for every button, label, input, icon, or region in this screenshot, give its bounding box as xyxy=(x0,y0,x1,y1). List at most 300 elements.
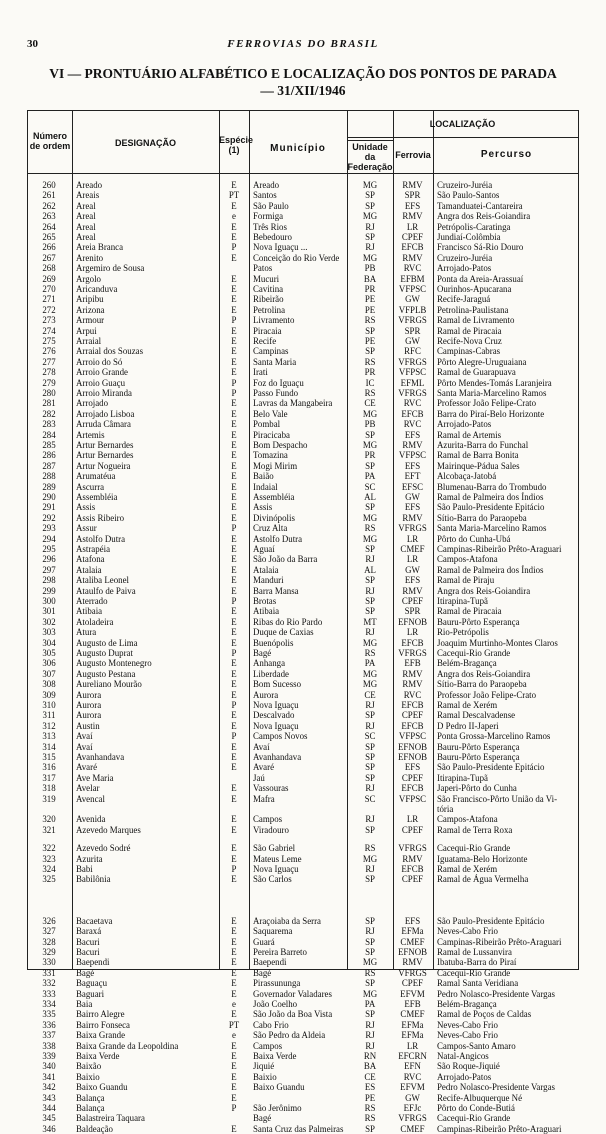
row-ferrovia: RVC xyxy=(403,398,422,409)
row-unidade: SP xyxy=(365,978,375,989)
row-municipio: Campos xyxy=(253,814,283,825)
row-number: 261 xyxy=(42,190,56,201)
row-especie: E xyxy=(231,221,237,232)
row-percurso: Ramal de Palmeira dos Índios xyxy=(437,492,544,502)
row-number: 345 xyxy=(42,1113,56,1124)
row-especie: e xyxy=(232,211,236,222)
row-unidade: SP xyxy=(365,596,375,606)
row-designacao: Baguari xyxy=(76,988,105,999)
row-municipio: Cavitina xyxy=(253,284,284,294)
row-designacao: Baixio xyxy=(76,1071,100,1082)
row-municipio: Indaial xyxy=(253,481,278,492)
table-row xyxy=(28,700,578,710)
row-percurso: Recife-Nova Cruz xyxy=(437,336,502,346)
table-row xyxy=(28,1051,578,1061)
table-row xyxy=(28,1020,578,1030)
header-designacao: DESIGNAÇÃO xyxy=(114,138,176,148)
row-unidade: CE xyxy=(364,1071,376,1082)
row-unidade: PE xyxy=(364,336,376,346)
row-ferrovia: VFRGS xyxy=(398,1113,427,1124)
row-designacao: Avencal xyxy=(76,793,105,804)
row-designacao: Atoladeira xyxy=(76,616,114,627)
row-percurso: Sítio-Barra do Paraopeba xyxy=(437,679,527,690)
row-municipio: Pirassununga xyxy=(253,978,301,989)
table-row xyxy=(28,947,578,957)
row-unidade: RJ xyxy=(365,1030,375,1041)
row-unidade: SC xyxy=(364,731,376,742)
table-row xyxy=(28,565,578,575)
row-ferrovia: EFCB xyxy=(401,700,424,710)
row-percurso: Joaquim Murtinho-Montes Claros xyxy=(437,637,558,648)
row-percurso: Neves-Cabo Frio xyxy=(437,926,498,937)
row-municipio: Avaí xyxy=(253,741,270,752)
row-especie: E xyxy=(231,1071,237,1082)
row-especie: E xyxy=(231,978,237,989)
row-municipio: Atalaia xyxy=(253,564,279,575)
row-designacao: Arroio Guaçu xyxy=(76,377,126,388)
row-number: 273 xyxy=(42,315,56,326)
row-especie: E xyxy=(231,273,237,284)
row-especie: E xyxy=(231,367,237,378)
table-row xyxy=(28,864,578,874)
row-municipio: Astolfo Dutra xyxy=(253,533,303,544)
row-municipio: Viradouro xyxy=(253,824,289,835)
row-unidade: SP xyxy=(365,741,375,752)
row-number: 338 xyxy=(42,1040,56,1051)
row-percurso: Ramal de Guarapuava xyxy=(437,367,516,378)
row-designacao: Arroio Grande xyxy=(76,367,128,378)
table-row xyxy=(28,544,578,554)
row-especie: P xyxy=(231,377,237,388)
row-designacao: Ascurra xyxy=(76,481,105,492)
row-ferrovia: EFCB xyxy=(401,242,424,253)
row-number: 344 xyxy=(42,1103,56,1113)
row-percurso: Jundiaí-Colômbia xyxy=(437,232,501,242)
row-especie: PT xyxy=(228,190,240,201)
table-row xyxy=(28,440,578,450)
row-percurso: Bauru-Pôrto Esperança xyxy=(437,752,520,762)
row-designacao: Arizona xyxy=(76,304,105,315)
row-municipio: Lavras da Mangabeira xyxy=(253,398,333,409)
row-municipio: Divinópolis xyxy=(253,512,295,523)
row-number: 332 xyxy=(42,978,56,989)
row-designacao: Augusto Duprat xyxy=(76,648,133,658)
table-row xyxy=(28,1072,578,1082)
row-number: 289 xyxy=(42,481,56,492)
header-ferrovia: Ferrovia xyxy=(395,150,431,160)
row-designacao: Baia xyxy=(76,999,93,1009)
row-municipio: Guará xyxy=(253,936,275,947)
row-percurso: São Paulo-Presidente Epitácio xyxy=(437,762,545,773)
row-municipio: Jiquié xyxy=(253,1061,275,1072)
row-percurso: Ramal de Xerém xyxy=(437,700,498,710)
row-especie: E xyxy=(231,232,237,242)
row-number: 271 xyxy=(42,294,56,305)
table-row xyxy=(28,430,578,440)
row-designacao: Assis Ribeiro xyxy=(76,512,125,523)
table-row xyxy=(28,274,578,284)
row-designacao: Atafona xyxy=(76,554,105,565)
row-percurso: Ramal de Lussanvira xyxy=(437,947,512,957)
row-unidade: SP xyxy=(365,1123,375,1134)
header-localizacao: LOCALIZAÇÃO xyxy=(429,119,496,129)
row-percurso: Ramal de Livramento xyxy=(437,315,515,326)
row-unidade: MG xyxy=(362,679,378,690)
table-row xyxy=(28,367,578,377)
row-unidade: SC xyxy=(364,481,376,492)
row-number: 319 xyxy=(42,793,56,804)
row-number: 279 xyxy=(42,377,56,388)
row-ferrovia: EFS xyxy=(404,762,421,773)
row-percurso: Azurita-Barra do Funchal xyxy=(437,440,529,450)
row-percurso: Campinas-Ribeirão Prêto-Araguari xyxy=(437,544,562,554)
row-number: 301 xyxy=(42,606,56,617)
table-row xyxy=(28,742,578,752)
row-ferrovia: VFRGS xyxy=(398,356,427,367)
row-percurso: Pedro Nolasco-Presidente Vargas xyxy=(437,988,555,999)
row-municipio: Formiga xyxy=(253,211,284,222)
row-unidade: SP xyxy=(365,325,375,336)
row-especie: E xyxy=(231,752,237,762)
row-especie: E xyxy=(231,616,237,627)
row-ferrovia: EFBM xyxy=(400,273,425,284)
row-especie: P xyxy=(231,523,237,534)
row-unidade: RJ xyxy=(365,783,375,794)
row-percurso: Campos-Atafona xyxy=(437,814,498,825)
row-unidade: RS xyxy=(364,1113,376,1124)
row-unidade: CE xyxy=(364,689,376,700)
row-number: 316 xyxy=(42,762,56,773)
row-municipio: Buenópolis xyxy=(253,637,294,648)
row-especie: E xyxy=(231,1092,237,1103)
header-municipio: Município xyxy=(270,143,326,154)
row-ferrovia: EFMa xyxy=(401,1030,424,1041)
row-number: 278 xyxy=(42,367,56,378)
table-row xyxy=(28,814,578,824)
row-especie: E xyxy=(231,915,237,926)
row-unidade: MG xyxy=(362,512,378,523)
table-row xyxy=(28,679,578,689)
row-number: 274 xyxy=(42,325,56,336)
row-unidade: BA xyxy=(363,1061,377,1072)
table-row xyxy=(28,263,578,273)
row-municipio: Liberdade xyxy=(253,668,289,679)
table-row xyxy=(28,502,578,512)
row-municipio: Bagé xyxy=(253,1113,272,1124)
running-title: FERROVIAS DO BRASIL xyxy=(227,38,379,50)
row-percurso: Petrolina-Paulistana xyxy=(437,304,509,315)
row-designacao: Aureliano Mourão xyxy=(76,679,142,690)
table-row xyxy=(28,1082,578,1092)
row-municipio: Irati xyxy=(253,367,268,378)
row-number: 295 xyxy=(42,544,56,554)
row-designacao: Arrojado xyxy=(76,398,109,409)
row-especie: E xyxy=(231,627,237,638)
row-ferrovia: EFCB xyxy=(401,864,424,874)
row-unidade: SP xyxy=(365,772,375,783)
row-designacao: Babilônia xyxy=(76,874,111,885)
row-municipio: Bebedouro xyxy=(253,232,292,242)
row-municipio: Nova Iguaçu xyxy=(253,864,299,874)
row-percurso: Ramal de Barra Bonita xyxy=(437,450,519,461)
row-designacao: Artur Nogueira xyxy=(76,460,131,471)
row-especie: E xyxy=(231,502,237,513)
row-ferrovia: RMV xyxy=(402,957,423,968)
table-row xyxy=(28,937,578,947)
row-number: 340 xyxy=(42,1061,56,1072)
row-ferrovia: RVC xyxy=(403,1071,422,1082)
row-especie: E xyxy=(231,988,237,999)
row-number: 280 xyxy=(42,388,56,398)
row-ferrovia: EFB xyxy=(404,658,421,669)
row-designacao: Areal xyxy=(76,232,96,242)
table-row xyxy=(28,710,578,720)
table-body xyxy=(28,173,578,1134)
row-unidade: SP xyxy=(365,429,375,440)
row-percurso: Japeri-Pôrto do Cunha xyxy=(437,783,517,794)
row-municipio: Avanhandava xyxy=(253,752,302,762)
table-row xyxy=(28,253,578,263)
row-ferrovia: GW xyxy=(405,564,420,575)
row-ferrovia: VFPLB xyxy=(398,304,427,315)
row-municipio: Araçoiaba da Serra xyxy=(253,915,322,926)
row-unidade: RJ xyxy=(365,864,375,874)
table-row xyxy=(28,357,578,367)
row-percurso: Pôrto Alegre-Uruguaiana xyxy=(437,356,527,367)
row-designacao: Augusto Pestana xyxy=(76,668,136,679)
row-ferrovia: LR xyxy=(406,554,419,565)
row-unidade: MG xyxy=(362,533,378,544)
row-unidade: RJ xyxy=(365,814,375,825)
row-especie: E xyxy=(231,481,237,492)
table-row xyxy=(28,492,578,502)
row-municipio: São João da Boa Vista xyxy=(253,1009,333,1020)
row-municipio: Bagé xyxy=(253,967,272,978)
row-percurso: Campos-Santo Amaro xyxy=(437,1040,516,1051)
row-designacao: Aurora xyxy=(76,710,102,721)
section-title-line1: VI — PRONTUÁRIO ALFABÉTICO E LOCALIZAÇÃO DOS PONTOS DE PARADA xyxy=(49,66,557,81)
row-percurso: Ramal de Artemis xyxy=(437,429,502,440)
row-especie: E xyxy=(231,440,237,450)
row-ferrovia: CPEF xyxy=(401,772,424,783)
table-row xyxy=(28,731,578,741)
row-percurso: Petrópolis-Caratinga xyxy=(437,221,511,232)
row-municipio: Pereira Barreto xyxy=(253,947,307,957)
row-number: 330 xyxy=(42,957,56,968)
row-designacao: Baependi xyxy=(76,957,110,968)
table-row xyxy=(28,669,578,679)
row-unidade: SP xyxy=(365,710,375,721)
row-designacao: Aurora xyxy=(76,700,102,710)
table-row xyxy=(28,762,578,772)
row-especie: E xyxy=(231,689,237,700)
row-unidade: MG xyxy=(362,957,378,968)
row-especie: P xyxy=(231,731,237,742)
row-designacao: Arruda Câmara xyxy=(76,419,131,430)
header-unidade: Unidade da Federação xyxy=(347,142,393,172)
row-percurso: tória xyxy=(437,804,454,814)
row-municipio: Tomazina xyxy=(253,450,288,461)
row-especie: E xyxy=(231,252,237,263)
row-ferrovia: RVC xyxy=(403,263,422,274)
row-percurso: Belém-Bragança xyxy=(437,999,497,1009)
row-unidade: PB xyxy=(364,419,376,430)
row-unidade: PE xyxy=(364,304,376,315)
row-percurso: Ramal de Palmeira dos Índios xyxy=(437,564,544,575)
row-designacao: Argemiro de Sousa xyxy=(76,263,145,274)
row-municipio: Baixo Guandu xyxy=(253,1082,305,1093)
row-unidade: MG xyxy=(362,408,378,419)
row-unidade: RS xyxy=(364,1103,376,1113)
row-especie: E xyxy=(231,637,237,648)
row-percurso: Blumenau-Barra do Trombudo xyxy=(437,481,547,492)
row-number: 296 xyxy=(42,554,56,565)
row-ferrovia: RMV xyxy=(402,440,423,450)
row-number: 304 xyxy=(42,637,56,648)
row-especie: E xyxy=(231,533,237,544)
row-especie: E xyxy=(231,679,237,690)
row-ferrovia: EFS xyxy=(404,502,421,513)
row-ferrovia: EFT xyxy=(404,471,421,482)
table-row xyxy=(28,523,578,533)
row-municipio: Governador Valadares xyxy=(253,988,332,999)
row-unidade: RS xyxy=(364,967,376,978)
row-especie: E xyxy=(231,926,237,937)
row-ferrovia: VFRGS xyxy=(398,648,427,658)
row-designacao: Assis xyxy=(76,502,96,513)
row-ferrovia: EFCB xyxy=(401,408,424,419)
row-unidade: BA xyxy=(363,273,377,284)
row-municipio: Belo Vale xyxy=(253,408,288,419)
row-number: 313 xyxy=(42,731,56,742)
row-ferrovia: RVC xyxy=(403,419,422,430)
row-number: 267 xyxy=(42,252,56,263)
row-municipio: Petrolina xyxy=(253,304,286,315)
row-designacao: Atura xyxy=(76,627,97,638)
row-designacao: Avanhandava xyxy=(76,752,125,762)
row-number: 326 xyxy=(42,915,56,926)
row-municipio: Mogi Mirim xyxy=(253,460,298,471)
row-especie: E xyxy=(231,346,237,357)
row-percurso: Neves-Cabo Frio xyxy=(437,1019,498,1030)
row-unidade: SP xyxy=(365,762,375,773)
row-unidade: RJ xyxy=(365,700,375,710)
row-percurso: Arrojado-Patos xyxy=(437,1071,492,1082)
row-percurso: Sítio-Barra do Paraopeba xyxy=(437,512,527,523)
row-municipio: Conceição do Rio Verde xyxy=(253,252,340,263)
row-percurso: Pôrto do Cunha-Ubá xyxy=(437,533,511,544)
row-number: 343 xyxy=(42,1092,56,1103)
table-row xyxy=(28,1041,578,1051)
row-percurso: Campinas-Ribeirão Prêto-Araguari xyxy=(437,1123,562,1134)
row-number: 292 xyxy=(42,512,56,523)
row-designacao: Aurora xyxy=(76,689,102,700)
row-number: 336 xyxy=(42,1019,56,1030)
row-especie: E xyxy=(231,606,237,617)
row-ferrovia: EFCB xyxy=(401,720,424,731)
row-especie: E xyxy=(231,492,237,502)
row-percurso: Bauru-Pôrto Esperança xyxy=(437,741,520,752)
row-especie: E xyxy=(231,336,237,346)
row-ferrovia: RMV xyxy=(402,252,423,263)
row-municipio: Baião xyxy=(253,471,274,482)
row-designacao: Bagé xyxy=(76,967,95,978)
row-designacao: Arraial dos Souzas xyxy=(76,346,144,357)
row-ferrovia: RMV xyxy=(402,853,423,864)
row-designacao: Baixão xyxy=(76,1061,102,1072)
row-municipio: São Gabriel xyxy=(253,843,296,854)
row-especie: E xyxy=(231,304,237,315)
row-unidade: PR xyxy=(364,367,376,378)
row-ferrovia: LR xyxy=(406,1040,419,1051)
row-unidade: RJ xyxy=(365,1040,375,1051)
row-especie: E xyxy=(231,564,237,575)
row-ferrovia: EFS xyxy=(404,575,421,586)
row-municipio: Baixio xyxy=(253,1071,277,1082)
table-row xyxy=(28,419,578,429)
table-row xyxy=(28,586,578,596)
row-number: 298 xyxy=(42,575,56,586)
table-row xyxy=(28,1124,578,1134)
row-municipio: São Jerônimo xyxy=(253,1103,302,1113)
table-row xyxy=(28,398,578,408)
row-designacao: Baraxá xyxy=(76,926,102,937)
row-ferrovia: EFNOB xyxy=(397,616,428,627)
row-municipio: Campos xyxy=(253,1040,283,1051)
row-percurso: Angra dos Reis-Goiandira xyxy=(437,585,531,596)
row-number: 281 xyxy=(42,398,56,409)
row-percurso: Ramal de Piraju xyxy=(437,575,495,586)
row-number: 328 xyxy=(42,936,56,947)
row-percurso: Campinas-Cabras xyxy=(437,346,501,357)
table-row xyxy=(28,843,578,853)
row-especie: E xyxy=(231,967,237,978)
row-percurso: Arrojado-Patos xyxy=(437,263,492,274)
row-unidade: SP xyxy=(365,1009,375,1020)
row-designacao: Augusto Montenegro xyxy=(76,658,152,669)
row-number: 287 xyxy=(42,460,56,471)
row-percurso: D Pedro II-Japeri xyxy=(437,720,499,731)
table-row xyxy=(28,388,578,398)
table-row xyxy=(28,284,578,294)
row-unidade: SP xyxy=(365,824,375,835)
row-unidade: SP xyxy=(365,346,375,357)
header-percurso: Percurso xyxy=(480,149,533,160)
row-percurso: Pôrto do Conde-Butiá xyxy=(437,1103,515,1113)
row-unidade: RN xyxy=(363,1051,377,1061)
row-especie: E xyxy=(231,575,237,586)
row-especie: E xyxy=(231,947,237,957)
row-percurso: Cacequi-Rio Grande xyxy=(437,648,511,658)
row-especie: E xyxy=(231,471,237,482)
row-designacao: Azevedo Sodré xyxy=(76,843,131,854)
row-number: 291 xyxy=(42,502,56,513)
row-especie: E xyxy=(231,200,237,211)
row-designacao: Baixa Grande da Leopoldina xyxy=(76,1040,179,1051)
row-especie: E xyxy=(231,544,237,554)
row-percurso: Ramal de Xerém xyxy=(437,864,498,874)
table-row xyxy=(28,957,578,967)
header-especie: Espécie (1) xyxy=(219,135,254,155)
table-header xyxy=(28,111,578,174)
row-municipio: Areado xyxy=(253,180,280,190)
row-especie: E xyxy=(231,1061,237,1072)
row-number: 342 xyxy=(42,1082,56,1093)
row-especie: E xyxy=(231,554,237,565)
row-number: 286 xyxy=(42,450,56,461)
table-row xyxy=(28,461,578,471)
row-unidade: MG xyxy=(362,211,378,222)
